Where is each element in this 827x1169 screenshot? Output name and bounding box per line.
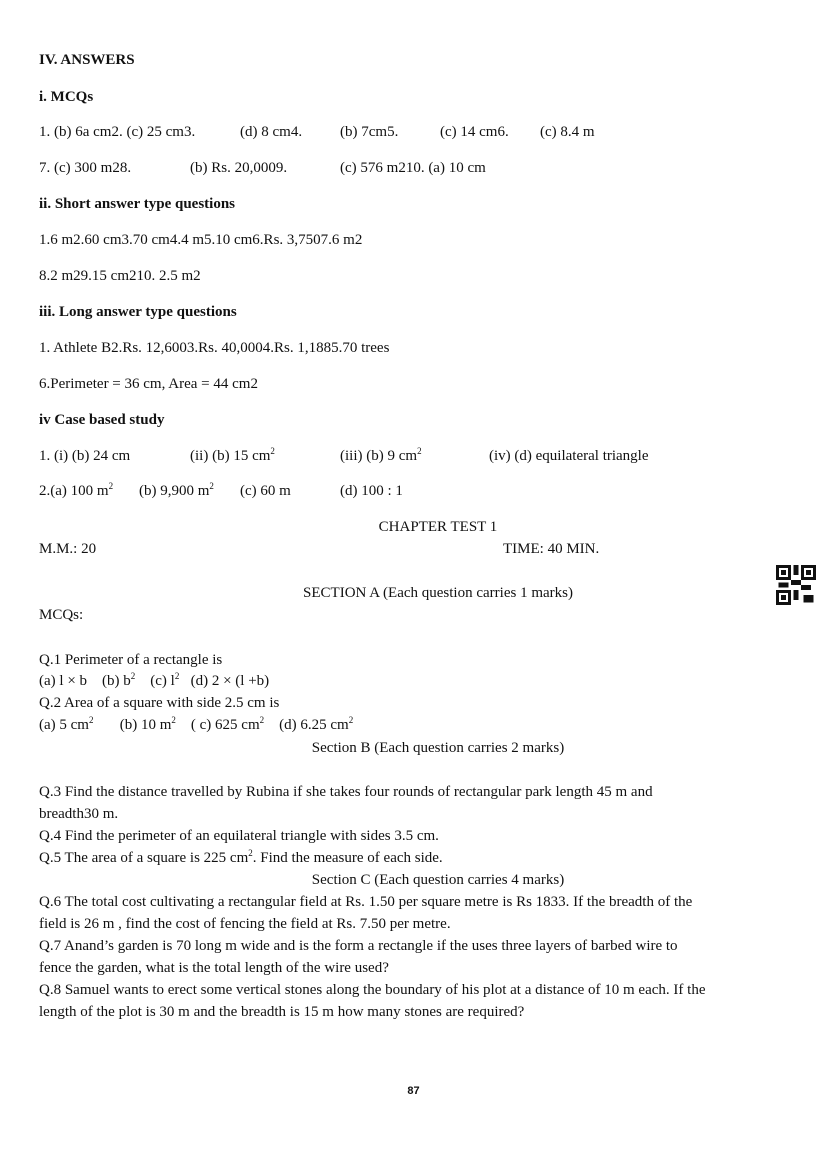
question-8-line-1: Q.8 Samuel wants to erect some vertical stones along the boundary of his plot at a distance of 10 m each. If the xyxy=(39,982,706,998)
question-text: . Find the measure of each side. xyxy=(252,850,443,866)
option: (a) 5 cm xyxy=(39,717,89,733)
time-limit: TIME: 40 MIN. xyxy=(503,541,600,557)
answer: 7. (c) 300 m28. xyxy=(39,160,132,176)
question-1-options xyxy=(39,672,269,690)
question-2-options xyxy=(39,716,353,734)
max-marks: M.M.: 20 xyxy=(39,541,97,557)
superscript: 2 xyxy=(248,848,253,858)
mcq-answers-row-1 xyxy=(39,123,595,141)
short-heading: ii. Short answer type questions xyxy=(39,196,235,212)
answer: 2.(a) 100 m xyxy=(39,483,109,499)
question-5 xyxy=(39,849,443,867)
option: (a) l × b xyxy=(39,673,88,689)
question-7-line-2: fence the garden, what is the total length of the wire used? xyxy=(39,960,389,976)
answer: (b) Rs. 20,0009. xyxy=(190,160,288,176)
option: (d) 6.25 cm xyxy=(279,717,349,733)
answer: 1. (b) 6a cm2. (c) 25 cm3. xyxy=(39,124,196,140)
question-6-line-2: field is 26 m , find the cost of fencing the field at Rs. 7.50 per metre. xyxy=(39,916,451,932)
superscript: 2 xyxy=(270,446,275,456)
superscript: 2 xyxy=(209,481,214,491)
case-answers-row-2 xyxy=(39,481,403,500)
superscript: 2 xyxy=(171,715,176,725)
superscript: 2 xyxy=(108,481,114,491)
mcqs-label: MCQs: xyxy=(39,607,84,623)
chapter-test-title: CHAPTER TEST 1 xyxy=(378,519,498,535)
question-4: Q.4 Find the perimeter of an equilateral triangle with sides 3.5 cm. xyxy=(39,828,439,844)
question-3-line-2: breadth30 m. xyxy=(39,806,119,822)
answer: (iv) (d) equilateral triangle xyxy=(489,448,649,464)
option: (b) b xyxy=(102,673,131,689)
answer: (ii) (b) 15 cm xyxy=(190,448,271,464)
superscript: 2 xyxy=(174,671,180,681)
answers-title: IV. ANSWERS xyxy=(39,52,135,68)
superscript: 2 xyxy=(88,715,94,725)
answer: (d) 8 cm4. xyxy=(240,124,303,140)
answer: (b) 7cm5. xyxy=(340,124,399,140)
superscript: 2 xyxy=(417,446,422,456)
option: (b) 10 m xyxy=(119,717,172,733)
section-b-heading: Section B (Each question carries 2 marks) xyxy=(311,740,565,756)
page-number: 87 xyxy=(407,1085,420,1097)
answer: (c) 8.4 m xyxy=(540,124,595,140)
superscript: 2 xyxy=(348,715,354,725)
question-3-line-1: Q.3 Find the distance travelled by Rubina if she takes four rounds of rectangular park length 45 m and xyxy=(39,784,653,800)
question-7-line-1: Q.7 Anand’s garden is 70 long m wide and is the form a rectangle if the uses three layers of barbed wire to xyxy=(39,938,678,954)
case-heading: iv Case based study xyxy=(39,412,165,428)
question-2: Q.2 Area of a square with side 2.5 cm is xyxy=(39,695,280,711)
answer: (b) 9,900 m xyxy=(139,483,210,499)
section-c-heading: Section C (Each question carries 4 marks) xyxy=(311,872,565,888)
answer: (iii) (b) 9 cm xyxy=(340,448,418,464)
mcq-answers-row-2 xyxy=(39,159,486,177)
long-heading: iii. Long answer type questions xyxy=(39,304,237,320)
long-answers-row-2: 6.Perimeter = 36 cm, Area = 44 cm2 xyxy=(39,376,258,392)
question-text: Q.5 The area of a square is 225 cm xyxy=(39,850,249,866)
option: (d) 2 × (l +b) xyxy=(190,673,270,689)
question-1: Q.1 Perimeter of a rectangle is xyxy=(39,652,223,668)
question-6-line-1: Q.6 The total cost cultivating a rectangular field at Rs. 1.50 per square metre is Rs 1833. If the breadth of the xyxy=(39,894,693,910)
mcq-heading: i. MCQs xyxy=(39,89,94,105)
long-answers-row-1: 1. Athlete B2.Rs. 12,6003.Rs. 40,0004.Rs. 1,1885.70 trees xyxy=(39,340,390,356)
answer: (c) 14 cm6. xyxy=(440,124,509,140)
superscript: 2 xyxy=(130,671,136,681)
case-answers-row-1 xyxy=(39,446,649,465)
question-8-line-2: length of the plot is 30 m and the breadth is 15 m how many stones are required? xyxy=(39,1004,525,1020)
option: ( c) 625 cm xyxy=(190,717,260,733)
short-answers-row-1: 1.6 m2.60 cm3.70 cm4.4 m5.10 cm6.Rs. 3,7507.6 m2 xyxy=(39,232,363,248)
answer: (c) 60 m xyxy=(240,483,291,499)
section-a-heading: SECTION A (Each question carries 1 marks) xyxy=(303,585,573,601)
answer: (c) 576 m210. (a) 10 cm xyxy=(340,160,486,176)
option: (c) l xyxy=(150,673,175,689)
answer: (d) 100 : 1 xyxy=(340,483,403,499)
short-answers-row-2: 8.2 m29.15 cm210. 2.5 m2 xyxy=(39,268,201,284)
superscript: 2 xyxy=(259,715,265,725)
answer: 1. (i) (b) 24 cm xyxy=(39,448,131,464)
